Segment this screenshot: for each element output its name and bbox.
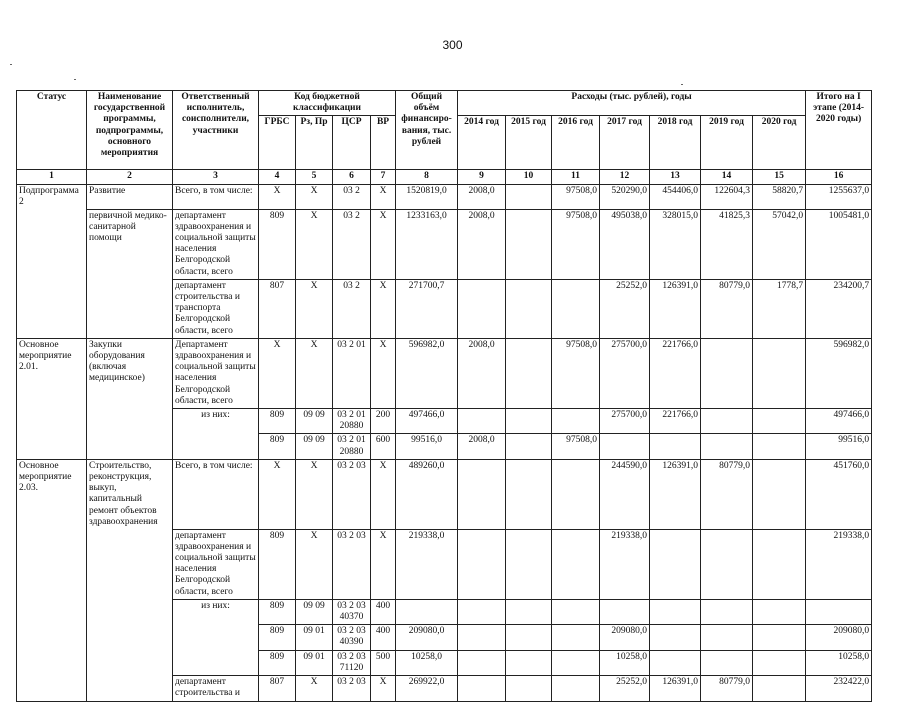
vr-cell: X <box>371 529 396 599</box>
total-cell: 10258,0 <box>396 650 458 675</box>
status-cell: Подпрограмма 2 <box>17 184 87 209</box>
executor-cell: департамент строительства и транспорта Белгородской области, всего <box>173 279 259 338</box>
status-cell <box>17 209 87 279</box>
year-2020-cell <box>753 675 806 701</box>
vr-cell: X <box>371 279 396 338</box>
year-2020-cell: 58820,7 <box>753 184 806 209</box>
header-total: Общий объём финансиро-вания, тыс. рублей <box>396 91 458 170</box>
table-row <box>17 529 872 599</box>
status-cell <box>17 599 87 624</box>
csr-cell: 03 2 <box>333 209 371 279</box>
vr-cell: X <box>371 209 396 279</box>
executor-cell: Департамент здравоохранения и социальной защиты населения Белгородской области, всего <box>173 338 259 408</box>
executor-cell: Всего, в том числе: <box>173 184 259 209</box>
year-2016-cell: 97508,0 <box>552 184 600 209</box>
year-2015-cell <box>506 338 552 408</box>
status-cell <box>17 434 87 459</box>
vr-cell: X <box>371 338 396 408</box>
column-number: 6 <box>333 170 371 184</box>
stage-total-cell: 10258,0 <box>806 650 872 675</box>
stage-total-cell <box>806 599 872 624</box>
rzpr-cell: X <box>296 675 333 701</box>
table-row <box>17 184 872 209</box>
year-2014-cell <box>458 529 506 599</box>
year-2017-cell <box>600 599 650 624</box>
stage-total-cell: 596982,0 <box>806 338 872 408</box>
grbs-cell: 809 <box>259 599 296 624</box>
grbs-cell: X <box>259 459 296 529</box>
year-2016-cell <box>552 279 600 338</box>
grbs-cell: 807 <box>259 279 296 338</box>
rzpr-cell: 09 01 <box>296 650 333 675</box>
header-budget-code: Код бюджетной классификации <box>259 91 396 116</box>
name-cell <box>87 408 173 433</box>
name-cell <box>87 625 173 650</box>
year-2014-cell <box>458 625 506 650</box>
year-2017-cell: 275700,0 <box>600 338 650 408</box>
csr-cell: 03 2 03 40370 <box>333 599 371 624</box>
header-executor: Ответственный исполнитель, соисполнители, участники <box>173 91 259 170</box>
header-grbs: ГРБС <box>259 116 296 170</box>
total-cell <box>396 599 458 624</box>
year-2018-cell <box>650 650 701 675</box>
year-2017-cell: 219338,0 <box>600 529 650 599</box>
name-cell <box>87 599 173 624</box>
column-number: 9 <box>458 170 506 184</box>
year-2014-cell <box>458 459 506 529</box>
stage-total-cell: 232422,0 <box>806 675 872 701</box>
year-2016-cell: 97508,0 <box>552 434 600 459</box>
column-number: 10 <box>506 170 552 184</box>
year-2019-cell <box>701 529 753 599</box>
year-2015-cell <box>506 625 552 650</box>
status-cell <box>17 279 87 338</box>
name-cell <box>87 675 173 701</box>
stage-total-cell: 209080,0 <box>806 625 872 650</box>
year-2019-cell <box>701 408 753 433</box>
column-number-row <box>17 170 872 184</box>
year-2018-cell <box>650 529 701 599</box>
column-number: 11 <box>552 170 600 184</box>
year-2014-cell: 2008,0 <box>458 184 506 209</box>
year-2017-cell: 25252,0 <box>600 279 650 338</box>
year-2018-cell <box>650 625 701 650</box>
year-2014-cell: 2008,0 <box>458 434 506 459</box>
year-2020-cell: 1778,7 <box>753 279 806 338</box>
name-cell: Закупки оборудования (включая медицинское) <box>87 338 173 408</box>
year-2015-cell <box>506 529 552 599</box>
total-cell: 99516,0 <box>396 434 458 459</box>
column-number: 14 <box>701 170 753 184</box>
executor-cell <box>173 650 259 675</box>
grbs-cell: 809 <box>259 529 296 599</box>
status-cell <box>17 625 87 650</box>
rzpr-cell: X <box>296 279 333 338</box>
year-2018-cell: 454406,0 <box>650 184 701 209</box>
table-row <box>17 408 872 433</box>
grbs-cell: 807 <box>259 675 296 701</box>
executor-cell: из них: <box>173 408 259 433</box>
vr-cell: 600 <box>371 434 396 459</box>
year-2015-cell <box>506 650 552 675</box>
year-2015-cell <box>506 599 552 624</box>
header-name: Наименование государственной программы, подпрограммы, основного мероприятия <box>87 91 173 170</box>
year-2017-cell: 495038,0 <box>600 209 650 279</box>
year-2016-cell <box>552 408 600 433</box>
rzpr-cell: 09 09 <box>296 599 333 624</box>
year-2018-cell: 126391,0 <box>650 459 701 529</box>
year-2014-cell <box>458 650 506 675</box>
year-2017-cell: 275700,0 <box>600 408 650 433</box>
executor-cell: департамент здравоохранения и социальной защиты населения Белгородской области, всего <box>173 209 259 279</box>
csr-cell: 03 2 01 20880 <box>333 434 371 459</box>
year-2014-cell <box>458 675 506 701</box>
year-2017-cell: 520290,0 <box>600 184 650 209</box>
rzpr-cell: 09 09 <box>296 434 333 459</box>
header-rzpr: Рз, Пр <box>296 116 333 170</box>
year-2018-cell: 126391,0 <box>650 279 701 338</box>
year-2019-cell <box>701 650 753 675</box>
total-cell: 489260,0 <box>396 459 458 529</box>
page-number: 300 <box>442 38 463 52</box>
csr-cell: 03 2 03 <box>333 459 371 529</box>
year-2017-cell: 25252,0 <box>600 675 650 701</box>
year-2018-cell: 221766,0 <box>650 338 701 408</box>
header-year: 2016 год <box>552 116 600 170</box>
header-expenses: Расходы (тыс. рублей), годы <box>458 91 806 116</box>
column-number: 16 <box>806 170 872 184</box>
total-cell: 497466,0 <box>396 408 458 433</box>
rzpr-cell: X <box>296 209 333 279</box>
year-2019-cell <box>701 599 753 624</box>
grbs-cell: 809 <box>259 209 296 279</box>
column-number: 12 <box>600 170 650 184</box>
grbs-cell: 809 <box>259 434 296 459</box>
rzpr-cell: X <box>296 184 333 209</box>
header-year: 2020 год <box>753 116 806 170</box>
column-number: 7 <box>371 170 396 184</box>
rzpr-cell: 09 01 <box>296 625 333 650</box>
table-row <box>17 434 872 459</box>
header-year: 2015 год <box>506 116 552 170</box>
year-2016-cell <box>552 625 600 650</box>
year-2019-cell: 80779,0 <box>701 675 753 701</box>
year-2019-cell <box>701 338 753 408</box>
year-2019-cell <box>701 434 753 459</box>
stage-total-cell: 1255637,0 <box>806 184 872 209</box>
vr-cell: X <box>371 675 396 701</box>
csr-cell: 03 2 <box>333 279 371 338</box>
status-cell: Основное мероприятие 2.03. <box>17 459 87 529</box>
year-2018-cell <box>650 434 701 459</box>
stage-total-cell: 219338,0 <box>806 529 872 599</box>
year-2019-cell: 80779,0 <box>701 279 753 338</box>
header-status: Статус <box>17 91 87 170</box>
scan-speck <box>10 64 12 65</box>
status-cell: Основное мероприятие 2.01. <box>17 338 87 408</box>
year-2014-cell <box>458 599 506 624</box>
year-2017-cell: 244590,0 <box>600 459 650 529</box>
year-2016-cell <box>552 599 600 624</box>
status-cell <box>17 529 87 599</box>
column-number: 1 <box>17 170 87 184</box>
header-year: 2018 год <box>650 116 701 170</box>
year-2015-cell <box>506 408 552 433</box>
name-cell: первичной медико-санитарной помощи <box>87 209 173 279</box>
name-cell <box>87 650 173 675</box>
total-cell: 271700,7 <box>396 279 458 338</box>
year-2018-cell: 221766,0 <box>650 408 701 433</box>
header-year: 2019 год <box>701 116 753 170</box>
header-vr: ВР <box>371 116 396 170</box>
total-cell: 219338,0 <box>396 529 458 599</box>
status-cell <box>17 650 87 675</box>
table-row <box>17 338 872 408</box>
year-2017-cell <box>600 434 650 459</box>
vr-cell: 400 <box>371 599 396 624</box>
year-2016-cell <box>552 675 600 701</box>
stage-total-cell: 497466,0 <box>806 408 872 433</box>
stage-total-cell: 451760,0 <box>806 459 872 529</box>
total-cell: 1233163,0 <box>396 209 458 279</box>
year-2014-cell <box>458 408 506 433</box>
scan-speck <box>74 79 76 80</box>
year-2016-cell: 97508,0 <box>552 209 600 279</box>
year-2020-cell <box>753 625 806 650</box>
year-2014-cell: 2008,0 <box>458 338 506 408</box>
year-2020-cell: 57042,0 <box>753 209 806 279</box>
grbs-cell: X <box>259 338 296 408</box>
vr-cell: 400 <box>371 625 396 650</box>
year-2016-cell: 97508,0 <box>552 338 600 408</box>
budget-table <box>16 90 872 702</box>
vr-cell: 500 <box>371 650 396 675</box>
total-cell: 1520819,0 <box>396 184 458 209</box>
year-2020-cell <box>753 338 806 408</box>
name-cell: Строительство, реконструкция, выкуп, капитальный ремонт объектов здравоохранения <box>87 459 173 529</box>
total-cell: 596982,0 <box>396 338 458 408</box>
year-2016-cell <box>552 650 600 675</box>
executor-cell <box>173 625 259 650</box>
year-2018-cell <box>650 599 701 624</box>
stage-total-cell: 234200,7 <box>806 279 872 338</box>
csr-cell: 03 2 03 <box>333 529 371 599</box>
csr-cell: 03 2 03 40390 <box>333 625 371 650</box>
name-cell <box>87 279 173 338</box>
table-row <box>17 279 872 338</box>
stage-total-cell: 99516,0 <box>806 434 872 459</box>
name-cell <box>87 434 173 459</box>
grbs-cell: 809 <box>259 650 296 675</box>
csr-cell: 03 2 03 71120 <box>333 650 371 675</box>
header-year: 2014 год <box>458 116 506 170</box>
stage-total-cell: 1005481,0 <box>806 209 872 279</box>
status-cell <box>17 675 87 701</box>
name-cell <box>87 529 173 599</box>
header-csr: ЦСР <box>333 116 371 170</box>
grbs-cell: 809 <box>259 625 296 650</box>
year-2015-cell <box>506 459 552 529</box>
year-2015-cell <box>506 209 552 279</box>
column-number: 13 <box>650 170 701 184</box>
column-number: 15 <box>753 170 806 184</box>
header-year: 2017 год <box>600 116 650 170</box>
executor-cell: Всего, в том числе: <box>173 459 259 529</box>
column-number: 5 <box>296 170 333 184</box>
csr-cell: 03 2 01 <box>333 338 371 408</box>
csr-cell: 03 2 <box>333 184 371 209</box>
year-2020-cell <box>753 408 806 433</box>
year-2015-cell <box>506 184 552 209</box>
year-2020-cell <box>753 529 806 599</box>
year-2019-cell: 41825,3 <box>701 209 753 279</box>
header-stage-total: Итого на I этапе (2014-2020 годы) <box>806 91 872 170</box>
year-2015-cell <box>506 675 552 701</box>
rzpr-cell: 09 09 <box>296 408 333 433</box>
grbs-cell: 809 <box>259 408 296 433</box>
column-number: 8 <box>396 170 458 184</box>
executor-cell: департамент строительства и <box>173 675 259 701</box>
year-2020-cell <box>753 650 806 675</box>
year-2015-cell <box>506 279 552 338</box>
year-2018-cell: 126391,0 <box>650 675 701 701</box>
table-row <box>17 209 872 279</box>
grbs-cell: X <box>259 184 296 209</box>
column-number: 4 <box>259 170 296 184</box>
executor-cell: из них: <box>173 599 259 624</box>
year-2019-cell: 122604,3 <box>701 184 753 209</box>
rzpr-cell: X <box>296 529 333 599</box>
year-2019-cell <box>701 625 753 650</box>
vr-cell: 200 <box>371 408 396 433</box>
table-body <box>17 184 872 701</box>
column-number: 2 <box>87 170 173 184</box>
vr-cell: X <box>371 184 396 209</box>
table-row <box>17 599 872 624</box>
table-row <box>17 459 872 529</box>
year-2020-cell <box>753 599 806 624</box>
year-2018-cell: 328015,0 <box>650 209 701 279</box>
year-2020-cell <box>753 459 806 529</box>
table-row <box>17 675 872 701</box>
total-cell: 269922,0 <box>396 675 458 701</box>
year-2015-cell <box>506 434 552 459</box>
scan-speck <box>681 84 683 85</box>
vr-cell: X <box>371 459 396 529</box>
name-cell: Развитие <box>87 184 173 209</box>
executor-cell: департамент здравоохранения и социальной защиты населения Белгородской области, всего <box>173 529 259 599</box>
year-2016-cell <box>552 529 600 599</box>
status-cell <box>17 408 87 433</box>
table-row <box>17 625 872 650</box>
executor-cell <box>173 434 259 459</box>
year-2017-cell: 10258,0 <box>600 650 650 675</box>
rzpr-cell: X <box>296 338 333 408</box>
year-2014-cell <box>458 279 506 338</box>
year-2017-cell: 209080,0 <box>600 625 650 650</box>
column-number: 3 <box>173 170 259 184</box>
year-2016-cell <box>552 459 600 529</box>
csr-cell: 03 2 01 20880 <box>333 408 371 433</box>
table-row <box>17 650 872 675</box>
rzpr-cell: X <box>296 459 333 529</box>
total-cell: 209080,0 <box>396 625 458 650</box>
year-2019-cell: 80779,0 <box>701 459 753 529</box>
year-2020-cell <box>753 434 806 459</box>
year-2014-cell: 2008,0 <box>458 209 506 279</box>
csr-cell: 03 2 03 <box>333 675 371 701</box>
